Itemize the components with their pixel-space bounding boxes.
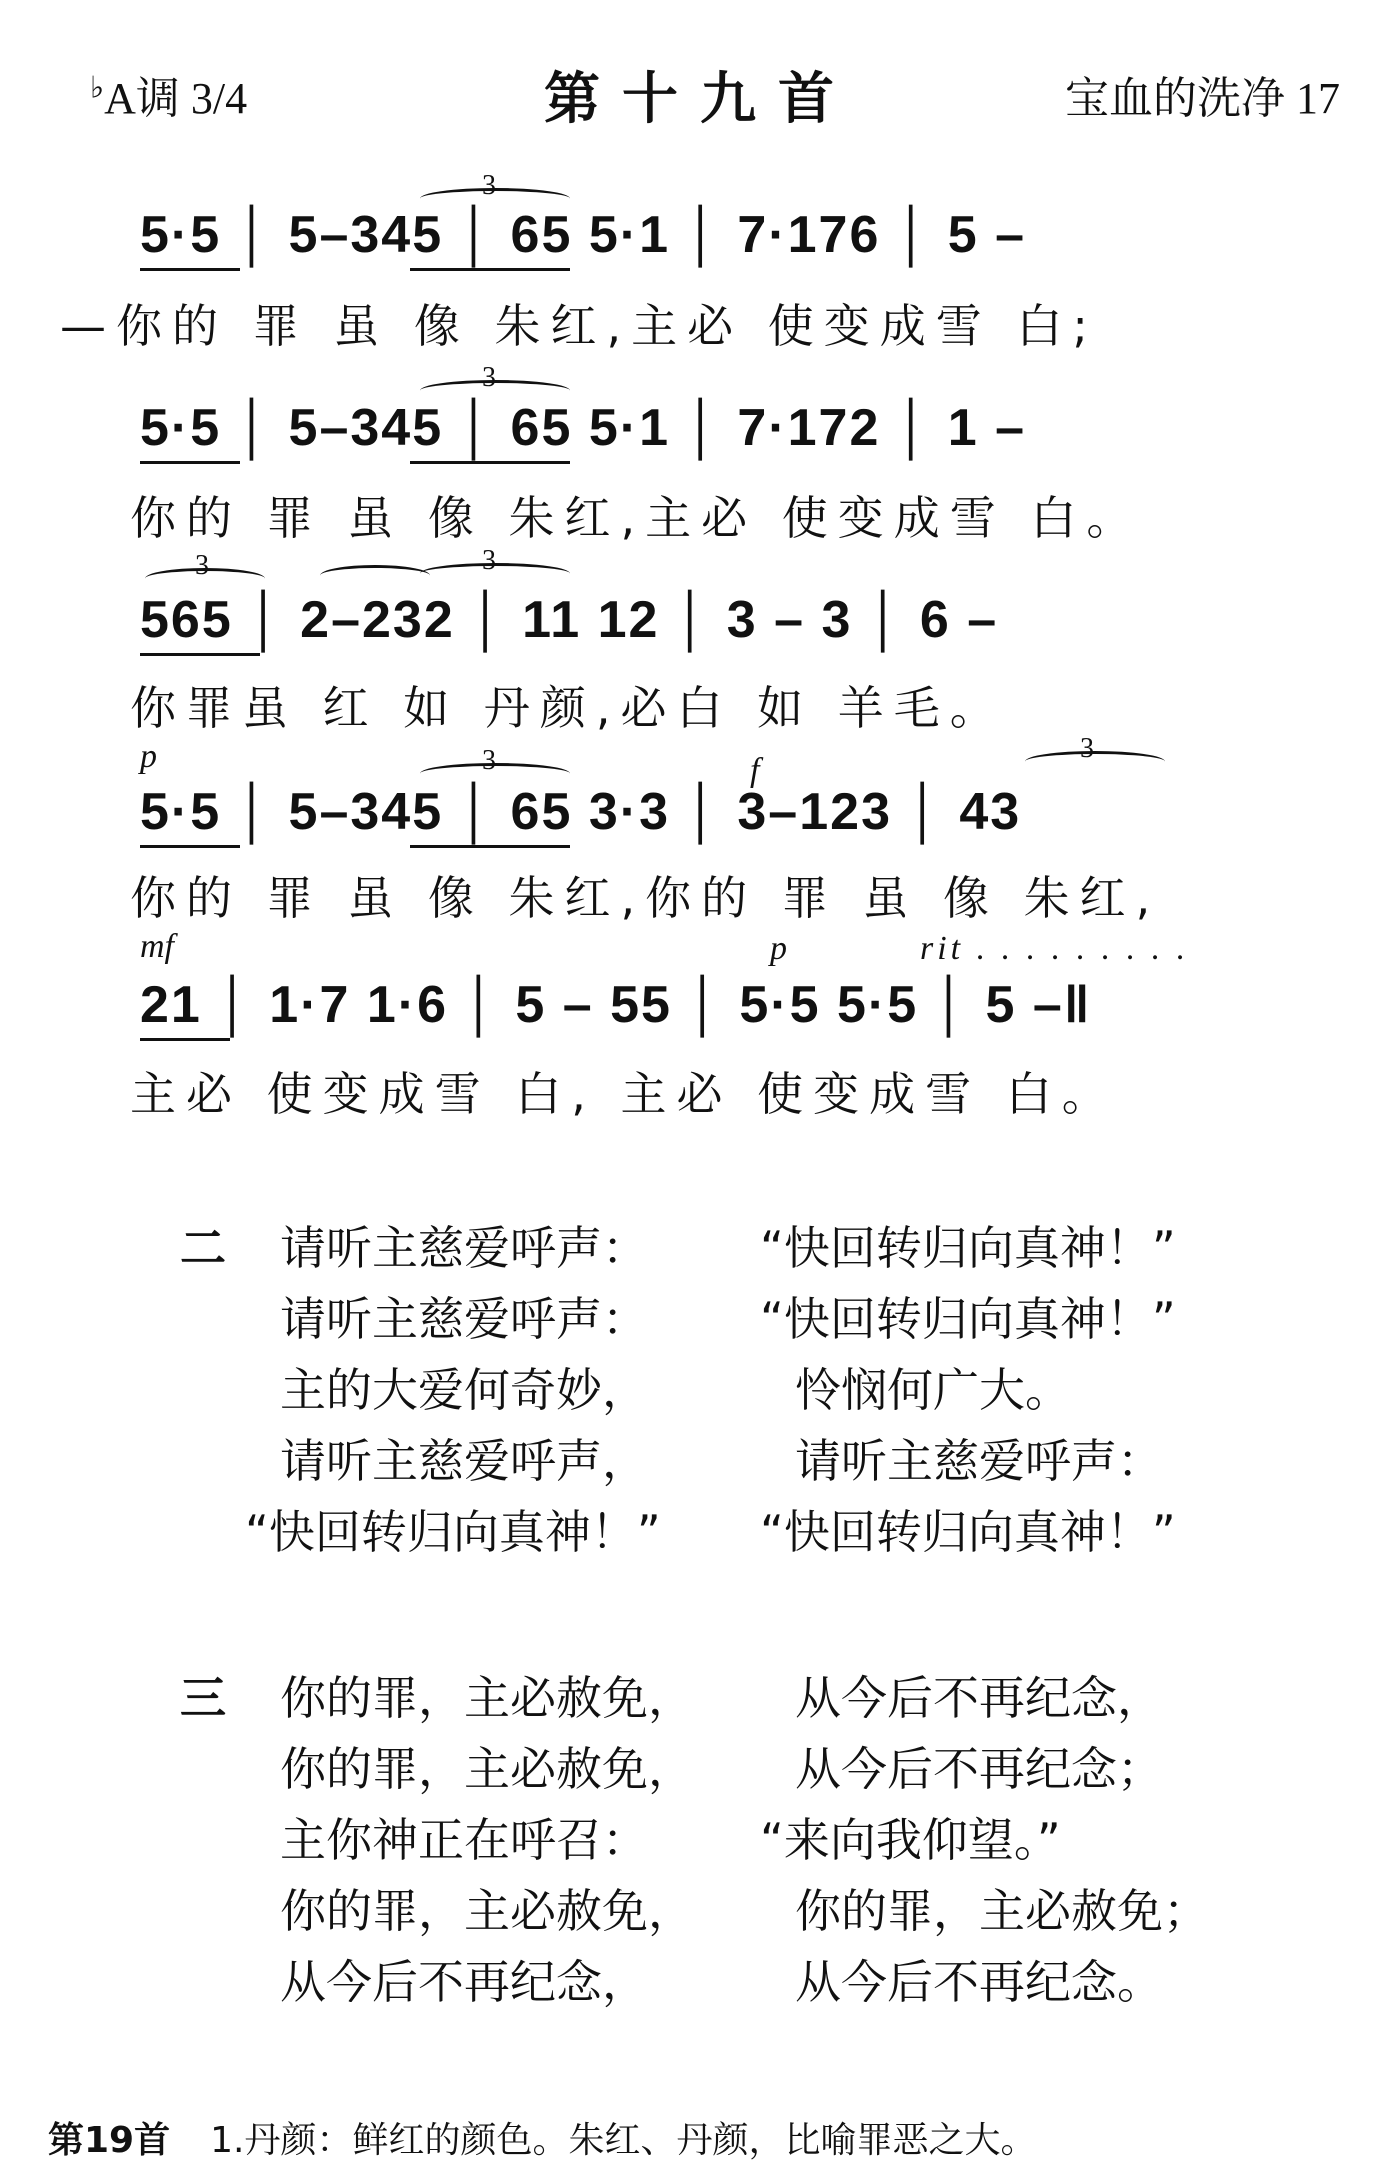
underline — [410, 845, 570, 848]
verse-line-left: 主的大爱何奇妙， — [280, 1363, 648, 1417]
tuplet-mark: 3 — [482, 362, 496, 393]
lyric-row-2: 你的 罪 虽 像 朱红,主必 使变成雪 白。 — [130, 491, 1143, 545]
verse-line-left: 你的罪，主必赦免， — [280, 1742, 694, 1796]
hymn-reference: 宝血的洗净 17 — [1065, 74, 1340, 123]
verse-number: 二 — [180, 1221, 226, 1275]
verse-line-left: 主你神正在呼召： — [280, 1813, 648, 1867]
key-text: A调 3/4 — [104, 74, 248, 123]
lyric-row-4: 你的 罪 虽 像 朱红,你的 罪 虽 像 朱红, — [130, 871, 1161, 925]
verse-line-right: 从今后不再纪念； — [795, 1742, 1163, 1796]
verse-line-right: 从今后不再纪念， — [795, 1671, 1163, 1725]
slur — [320, 565, 430, 586]
verse-line-left: 你的罪，主必赦免， — [280, 1884, 694, 1938]
tuplet-mark: 3 — [1080, 733, 1094, 764]
footnote — [48, 2112, 1036, 2163]
verse-number: 三 — [180, 1671, 226, 1725]
tuplet-mark: 3 — [482, 170, 496, 201]
page-title: 第十九首 — [544, 66, 856, 132]
dynamic-mark: p — [770, 930, 787, 967]
verse-line-right: “来向我仰望。” — [760, 1813, 1061, 1867]
footnote-text: 1.丹颜：鲜红的颜色。朱红、丹颜，比喻罪恶之大。 — [210, 2120, 1037, 2161]
dynamic-mark: mf — [140, 928, 174, 965]
underline — [140, 845, 240, 848]
verse-line-right: 你的罪，主必赦免； — [795, 1884, 1209, 1938]
verse-line-right: 请听主慈爱呼声： — [795, 1434, 1163, 1488]
verse-line-left: 请听主慈爱呼声： — [280, 1221, 648, 1275]
slur — [145, 568, 265, 589]
slur — [420, 563, 570, 584]
ritardando-mark: rit . . . . . . . . . — [920, 930, 1190, 967]
verse-line-right: 怜悯何广大。 — [795, 1363, 1071, 1417]
notes-row-1: 5·5 │ 5–345 │ 65 5·1 │ 7·176 │ 5 – — [140, 206, 1027, 264]
notes-row-4: 5·5 │ 5–345 │ 65 3·3 │ 3–123 │ 43 — [140, 783, 1022, 841]
lyric-row-5: 主必 使变成雪 白, 主必 使变成雪 白。 — [130, 1067, 1118, 1121]
notes-row-2: 5·5 │ 5–345 │ 65 5·1 │ 7·172 │ 1 – — [140, 399, 1027, 457]
dynamic-mark: p — [140, 738, 157, 775]
underline — [410, 461, 570, 464]
verse-line-left: 你的罪，主必赦免， — [280, 1671, 694, 1725]
verse-line-left: 从今后不再纪念， — [280, 1955, 648, 2009]
lyric-row-1: —你的 罪 虽 像 朱红,主必 使变成雪 白; — [60, 299, 1098, 353]
verse-line-left: “快回转归向真神！” — [245, 1505, 661, 1559]
underline — [140, 653, 260, 656]
underline — [410, 268, 570, 271]
verse-line-right: 从今后不再纪念。 — [795, 1955, 1163, 2009]
underline — [140, 461, 240, 464]
notes-row-5: 21 │ 1·7 1·6 │ 5 – 55 │ 5·5 5·5 │ 5 –‖ — [140, 976, 1092, 1034]
tuplet-mark: 3 — [482, 745, 496, 776]
verse-line-left: 请听主慈爱呼声： — [280, 1292, 648, 1346]
notes-row-3: 565 │ 2–232 │ 11 12 │ 3 – 3 │ 6 – — [140, 591, 999, 649]
dynamic-mark: f — [750, 752, 760, 789]
underline — [140, 1038, 230, 1041]
verse-line-right: “快回转归向真神！” — [760, 1505, 1176, 1559]
tuplet-mark: 3 — [195, 550, 209, 581]
footnote-label: 第19首 — [48, 2120, 171, 2161]
lyric-row-3: 你罪虽 红 如 丹颜,必白 如 羊毛。 — [130, 681, 1006, 735]
underline — [140, 268, 240, 271]
flat-sign: ♭ — [90, 71, 105, 105]
slur — [420, 763, 570, 784]
verse-line-right: “快回转归向真神！” — [760, 1292, 1176, 1346]
verse-line-left: 请听主慈爱呼声， — [280, 1434, 648, 1488]
slur — [1025, 751, 1165, 772]
verse-line-right: “快回转归向真神！” — [760, 1221, 1176, 1275]
tuplet-mark: 3 — [482, 545, 496, 576]
